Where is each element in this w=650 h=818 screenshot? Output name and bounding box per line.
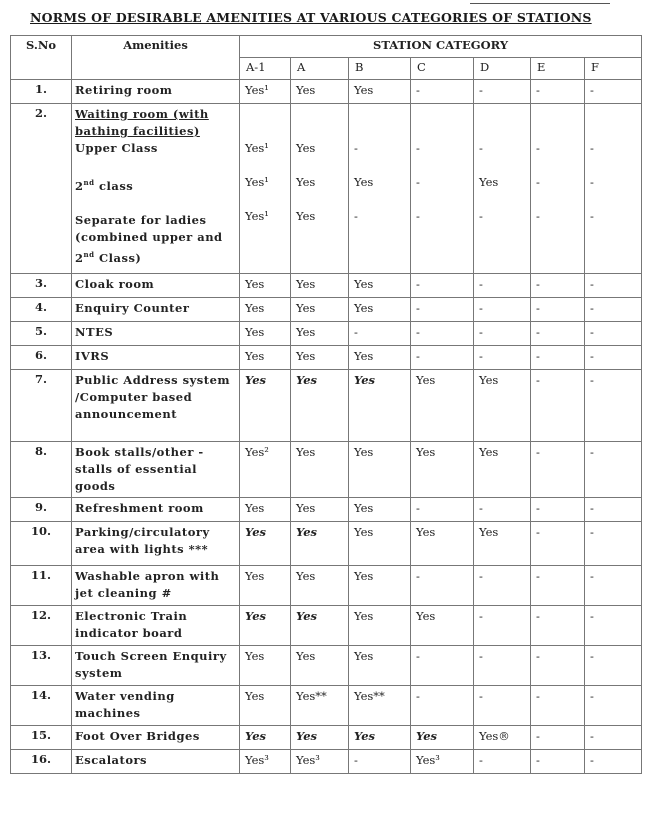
category-cell: -: [349, 750, 411, 774]
category-cell: -: [585, 726, 642, 750]
spacer: [354, 157, 407, 174]
category-cell: Yes: [240, 498, 291, 522]
table-row: [11, 686, 642, 726]
category-cell: Yes: [474, 370, 531, 442]
category-cell: -: [474, 80, 531, 104]
category-value: -: [590, 209, 594, 223]
category-value: Yes: [296, 141, 316, 155]
category-cell: -: [531, 274, 585, 298]
spacer: [296, 106, 345, 123]
category-cell: Yes: [240, 726, 291, 750]
category-cell: -: [531, 346, 585, 370]
category-cell: -: [585, 606, 642, 646]
category-cell: -: [531, 726, 585, 750]
table-row: [11, 104, 642, 274]
category-cell: -: [531, 606, 585, 646]
category-cell: Yes: [240, 322, 291, 346]
category-cell: -: [411, 80, 474, 104]
row-number: 15.: [11, 726, 72, 750]
row-number: 3.: [11, 274, 72, 298]
spacer: [590, 106, 638, 123]
category-cell: -: [531, 750, 585, 774]
category-value: -: [479, 141, 483, 155]
header-category: D: [474, 58, 531, 80]
category-cell: Yes: [240, 646, 291, 686]
category-cell: -: [585, 346, 642, 370]
row-number: 8.: [11, 442, 72, 498]
category-cell: -: [531, 322, 585, 346]
category-cell: -: [585, 322, 642, 346]
category-cell: Yes: [291, 274, 349, 298]
spacer: [296, 191, 345, 208]
category-cell: -: [531, 80, 585, 104]
category-cell: -: [474, 498, 531, 522]
spacer: [354, 106, 407, 123]
category-cell: -: [585, 750, 642, 774]
category-cell: -: [411, 686, 474, 726]
amenity-name: Retiring room: [72, 80, 240, 104]
category-value: Yes¹: [245, 141, 269, 155]
category-cell: -: [411, 274, 474, 298]
table-row: [11, 322, 642, 346]
table-row: [11, 606, 642, 646]
category-cell: Yes: [240, 522, 291, 566]
category-cell: Yes³: [411, 750, 474, 774]
category-cell: -: [585, 298, 642, 322]
category-value: Yes¹: [245, 209, 269, 223]
category-value: -: [354, 141, 358, 155]
category-cell: Yes: [291, 322, 349, 346]
amenity-name: Touch Screen Enquiry system: [72, 646, 240, 686]
row-number: 9.: [11, 498, 72, 522]
spacer: [75, 195, 236, 212]
category-cell: -: [474, 606, 531, 646]
category-cell: -: [585, 646, 642, 686]
table-row: [11, 80, 642, 104]
category-cell: -: [585, 442, 642, 498]
spacer: [416, 106, 470, 123]
category-cell: -: [531, 442, 585, 498]
row-number: 11.: [11, 566, 72, 606]
spacer: [590, 191, 638, 208]
category-cell: -: [585, 686, 642, 726]
table-row: [11, 750, 642, 774]
category-cell: -: [531, 522, 585, 566]
row-number: 14.: [11, 686, 72, 726]
category-cell: Yes: [240, 566, 291, 606]
row-number: 10.: [11, 522, 72, 566]
category-cell: Yes³: [240, 750, 291, 774]
row-number: 12.: [11, 606, 72, 646]
category-cell: -: [474, 750, 531, 774]
category-cell: Yes: [411, 726, 474, 750]
category-cell: Yes: [474, 442, 531, 498]
category-cell: Yes: [291, 646, 349, 686]
category-cell: -: [411, 646, 474, 686]
header-category: A-1: [240, 58, 291, 80]
category-cell: Yes: [349, 726, 411, 750]
spacer: [416, 157, 470, 174]
category-cell: Yes: [240, 346, 291, 370]
spacer: [245, 106, 287, 123]
table-row: [11, 646, 642, 686]
spacer: [245, 191, 287, 208]
category-cell: [531, 104, 585, 274]
category-cell: -: [411, 346, 474, 370]
category-cell: Yes: [349, 522, 411, 566]
header-station-category: STATION CATEGORY: [240, 36, 642, 58]
amenity-name: Parking/circulatory area with lights ***: [72, 522, 240, 566]
amenity-name: Electronic Train indicator board: [72, 606, 240, 646]
table-body: [11, 80, 642, 774]
header-category: C: [411, 58, 474, 80]
header-category: F: [585, 58, 642, 80]
category-cell: Yes: [291, 726, 349, 750]
category-cell: Yes: [240, 606, 291, 646]
spacer: [590, 123, 638, 140]
category-value: Yes¹: [245, 175, 269, 189]
category-cell: Yes**: [349, 686, 411, 726]
category-value: -: [416, 141, 420, 155]
category-value: -: [416, 209, 420, 223]
category-cell: Yes: [411, 522, 474, 566]
category-cell: Yes: [349, 442, 411, 498]
category-cell: Yes³: [291, 750, 349, 774]
category-cell: -: [585, 522, 642, 566]
category-cell: -: [531, 686, 585, 726]
spacer: [416, 191, 470, 208]
category-cell: [291, 104, 349, 274]
category-cell: Yes: [474, 522, 531, 566]
category-cell: Yes: [349, 606, 411, 646]
category-cell: -: [531, 566, 585, 606]
category-cell: -: [585, 566, 642, 606]
category-cell: Yes: [411, 442, 474, 498]
row-number: 2.: [11, 104, 72, 274]
spacer: [245, 123, 287, 140]
amenity-name: Washable apron with jet cleaning #: [72, 566, 240, 606]
category-value: Yes: [296, 175, 316, 189]
category-value: -: [536, 141, 540, 155]
category-cell: Yes: [240, 274, 291, 298]
amenity-name: Refreshment room: [72, 498, 240, 522]
category-cell: Yes: [291, 346, 349, 370]
category-cell: -: [531, 646, 585, 686]
spacer: [479, 106, 527, 123]
spacer: [479, 191, 527, 208]
amenity-name: Cloak room: [72, 274, 240, 298]
category-cell: Yes**: [291, 686, 349, 726]
header-amenities: Amenities: [72, 36, 240, 80]
category-cell: [411, 104, 474, 274]
category-cell: -: [411, 298, 474, 322]
spacer: [354, 191, 407, 208]
category-cell: Yes¹: [240, 80, 291, 104]
spacer: [479, 157, 527, 174]
amenity-name: IVRS: [72, 346, 240, 370]
amenity-group-title: Waiting room (with bathing facilities): [75, 107, 209, 138]
spacer: [75, 157, 236, 174]
category-cell: -: [585, 370, 642, 442]
amenity-name: Enquiry Counter: [72, 298, 240, 322]
spacer: [536, 106, 581, 123]
category-cell: Yes: [291, 442, 349, 498]
category-value: Yes: [296, 209, 316, 223]
spacer: [536, 123, 581, 140]
category-cell: Yes: [349, 298, 411, 322]
amenity-name: Public Address system /Computer based announcement: [72, 370, 240, 442]
category-cell: -: [411, 322, 474, 346]
header-category: A: [291, 58, 349, 80]
category-cell: -: [474, 566, 531, 606]
category-value: -: [416, 175, 420, 189]
category-cell: -: [349, 322, 411, 346]
category-cell: Yes: [349, 498, 411, 522]
category-cell: Yes: [349, 274, 411, 298]
top-rule: [470, 3, 610, 4]
category-cell: Yes: [411, 606, 474, 646]
table-row: [11, 346, 642, 370]
category-cell: -: [585, 498, 642, 522]
table-row: [11, 370, 642, 442]
amenity-name: Water vending machines: [72, 686, 240, 726]
category-cell: -: [531, 298, 585, 322]
spacer: [590, 157, 638, 174]
amenity-name: Foot Over Bridges: [72, 726, 240, 750]
category-cell: [474, 104, 531, 274]
category-cell: Yes: [291, 606, 349, 646]
spacer: [536, 157, 581, 174]
table-row: [11, 726, 642, 750]
category-cell: -: [474, 322, 531, 346]
amenity-subitem: 2nd class: [75, 178, 134, 193]
category-value: -: [536, 209, 540, 223]
category-cell: Yes²: [240, 442, 291, 498]
table-row: [11, 566, 642, 606]
row-number: 7.: [11, 370, 72, 442]
table-row: [11, 498, 642, 522]
category-cell: -: [474, 686, 531, 726]
header-sno: S.No: [11, 36, 72, 80]
category-cell: -: [585, 274, 642, 298]
category-value: Yes: [354, 175, 374, 189]
amenity-name: Escalators: [72, 750, 240, 774]
amenity-name: [72, 104, 240, 274]
table-row: [11, 298, 642, 322]
category-value: -: [590, 175, 594, 189]
table-row: [11, 442, 642, 498]
category-cell: [349, 104, 411, 274]
category-value: -: [354, 209, 358, 223]
amenities-table: [10, 35, 642, 774]
table-row: [11, 274, 642, 298]
row-number: 1.: [11, 80, 72, 104]
category-cell: Yes: [291, 80, 349, 104]
category-cell: -: [411, 566, 474, 606]
category-cell: Yes: [291, 566, 349, 606]
category-cell: -: [474, 646, 531, 686]
row-number: 6.: [11, 346, 72, 370]
amenity-name: NTES: [72, 322, 240, 346]
spacer: [296, 157, 345, 174]
category-cell: -: [531, 370, 585, 442]
row-number: 5.: [11, 322, 72, 346]
category-cell: [585, 104, 642, 274]
row-number: 4.: [11, 298, 72, 322]
category-cell: Yes: [349, 566, 411, 606]
spacer: [354, 123, 407, 140]
category-cell: Yes: [291, 498, 349, 522]
category-cell: Yes: [291, 522, 349, 566]
spacer: [296, 123, 345, 140]
category-cell: Yes®: [474, 726, 531, 750]
category-value: -: [479, 209, 483, 223]
category-cell: Yes: [291, 370, 349, 442]
row-number: 16.: [11, 750, 72, 774]
amenity-name: Book stalls/other - stalls of essential goods: [72, 442, 240, 498]
category-cell: Yes: [291, 298, 349, 322]
table-row: [11, 522, 642, 566]
header-category: B: [349, 58, 411, 80]
category-cell: Yes: [240, 686, 291, 726]
spacer: [416, 123, 470, 140]
amenity-subitem: Separate for ladies (combined upper and 2nd Class): [75, 212, 223, 265]
row-number: 13.: [11, 646, 72, 686]
category-value: -: [590, 141, 594, 155]
category-cell: Yes: [349, 370, 411, 442]
category-cell: Yes: [349, 346, 411, 370]
category-cell: Yes: [349, 80, 411, 104]
category-cell: Yes: [349, 646, 411, 686]
spacer: [479, 123, 527, 140]
category-cell: -: [531, 498, 585, 522]
category-cell: [240, 104, 291, 274]
category-cell: -: [585, 80, 642, 104]
category-cell: -: [474, 346, 531, 370]
category-value: -: [536, 175, 540, 189]
category-cell: Yes: [240, 370, 291, 442]
category-value: Yes: [479, 175, 499, 189]
spacer: [245, 157, 287, 174]
category-cell: -: [411, 498, 474, 522]
category-cell: Yes: [411, 370, 474, 442]
category-cell: -: [474, 298, 531, 322]
page-heading: NORMS OF DESIRABLE AMENITIES AT VARIOUS CATEGORIES OF STATIONS: [30, 10, 592, 25]
category-cell: -: [474, 274, 531, 298]
header-category: E: [531, 58, 585, 80]
amenity-subitem: Upper Class: [75, 141, 158, 155]
spacer: [536, 191, 581, 208]
category-cell: Yes: [240, 298, 291, 322]
